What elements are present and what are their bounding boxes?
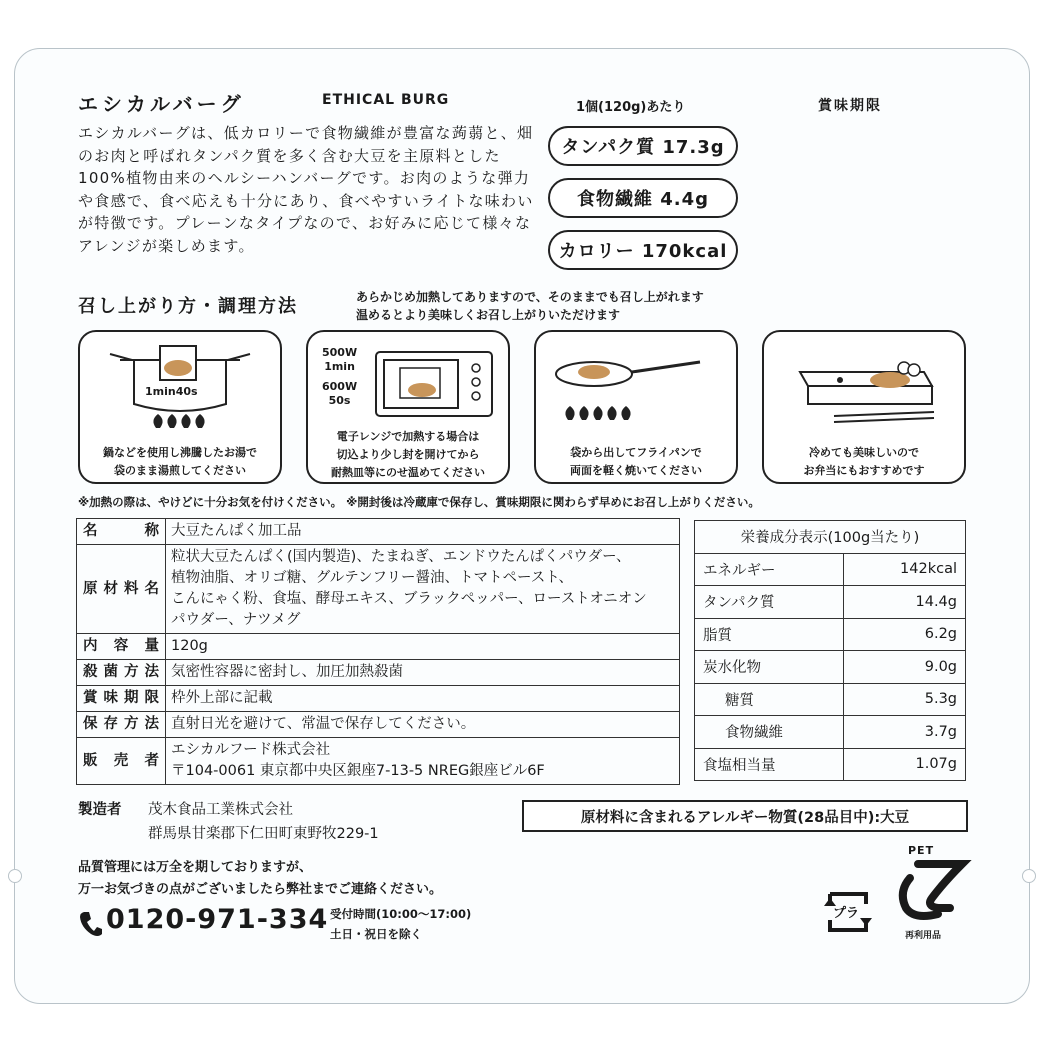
bento-caption: 冷めても美味しいので お弁当にもおすすめです [803, 446, 925, 477]
table-row: 炭水化物 9.0g [695, 651, 966, 684]
table-row: 食塩相当量 1.07g [695, 748, 966, 781]
product-title-en: ETHICAL BURG [322, 92, 450, 108]
right-notch [1022, 869, 1036, 883]
product-info-table [76, 518, 680, 785]
contact-hours: 受付時間(10:00〜17:00) [330, 907, 472, 921]
table-row: エネルギー 142kcal [695, 553, 966, 586]
best-before-label: 賞味期限 [818, 98, 882, 114]
table-row: 糖質 5.3g [695, 683, 966, 716]
plastic-label: プラ [833, 906, 860, 921]
microwave-icon [374, 350, 496, 420]
protein-pill: タンパク質 17.3g [548, 126, 738, 166]
quality-line-1: 品質管理には万全を期しておりますが、 [78, 860, 313, 875]
step-bento [762, 330, 966, 484]
table-row: 食物繊維 3.7g [695, 716, 966, 749]
product-description: エシカルバーグは、低カロリーで食物繊維が豊富な蒟蒻と、畑のお肉と呼ばれタンパク質を多く含む大豆を主原料とした100%植物由来のヘルシーハンバーグです。お肉のような弾力や食感で、食べ応えも十分にあり、食べやすいライトな味わいが特徴です。プレーンなタイプなので、お好みに応じて様々なアレンジが楽しめます。 [78, 124, 534, 255]
contact-closed: 土日・祝日を除く [330, 927, 422, 941]
boil-time-badge: 1min40s [145, 385, 198, 398]
frypan-icon [536, 332, 736, 432]
calorie-pill: カロリー 170kcal [548, 230, 738, 270]
phone-number: 0120-971-334 [106, 904, 329, 935]
nutrition-header-row: 栄養成分表示(100g当たり) [695, 521, 966, 554]
manufacturer-name: 茂木食品工業株式会社 [148, 802, 293, 818]
manufacturer-label: 製造者 [78, 802, 122, 818]
table-row: 殺菌方法 気密性容器に密封し、加圧加熱殺菌 [77, 660, 680, 686]
heating-warning: ※加熱の際は、やけどに十分お気を付けください。 ※開封後は冷蔵庫で保存し、賞味期限に関わらず早めにお召し上がりください。 [78, 495, 760, 509]
fiber-pill: 食物繊維 4.4g [548, 178, 738, 218]
table-row: 名称 大豆たんぱく加工品 [77, 519, 680, 545]
table-row: タンパク質 14.4g [695, 586, 966, 619]
pet-label: PET [908, 844, 935, 857]
table-row: 保存方法 直射日光を避けて、常温で保存してください。 [77, 712, 680, 738]
allergy-box: 原材料に含まれるアレルギー物質(28品目中):大豆 [522, 800, 968, 832]
phone-icon [78, 910, 102, 938]
quality-line-2: 万一お気づきの点がございましたら弊社までご連絡ください。 [78, 882, 443, 897]
step-microwave [306, 330, 510, 484]
product-title-jp: エシカルバーグ [78, 92, 245, 116]
table-row: 脂質 6.2g [695, 618, 966, 651]
table-row: 原材料名 粒状大豆たんぱく(国内製造)、たまねぎ、エンドウたんぱくパウダー、 植物油脂、オリゴ糖、グルテンフリー醤油、トマトペースト、 こんにゃく粉、食塩、酵母エキス、ブラックペッパー、ローストオニオン パウダー、ナツメグ [77, 545, 680, 634]
cooking-note-2: 温めるとより美味しくお召し上がりいただけます [356, 308, 621, 322]
pet-recycle-icon [888, 858, 972, 926]
microwave-watt: 500W 1min 600W 50s [322, 346, 358, 407]
frypan-caption: 袋から出してフライパンで 両面を軽く焼いてください [570, 446, 702, 477]
nutrition-table [694, 520, 966, 781]
table-row: 賞味期限 枠外上部に記載 [77, 686, 680, 712]
manufacturer-address: 群馬県甘楽郡下仁田町東野牧229-1 [148, 826, 379, 842]
pet-sub-label: 再利用品 [905, 931, 942, 941]
per-serving-label: 1個(120g)あたり [576, 100, 686, 115]
cooking-note-1: あらかじめ加熱してありますので、そのままでも召し上がれます [356, 290, 704, 304]
step-frypan [534, 330, 738, 484]
boil-caption: 鍋などを使用し沸騰したお湯で 袋のまま湯煎してください [103, 446, 257, 477]
table-row: 内容量 120g [77, 634, 680, 660]
cooking-heading: 召し上がり方・調理方法 [78, 296, 298, 317]
bento-icon [764, 332, 964, 432]
left-notch [8, 869, 22, 883]
microwave-caption: 電子レンジで加熱する場合は 切込より少し封を開けてから 耐熱皿等にのせ温めてください [331, 430, 485, 479]
table-row: 販売者 エシカルフード株式会社 〒104-0061 東京都中央区銀座7-13-5 NREG銀座ビル6F [77, 738, 680, 785]
step-boil [78, 330, 282, 484]
